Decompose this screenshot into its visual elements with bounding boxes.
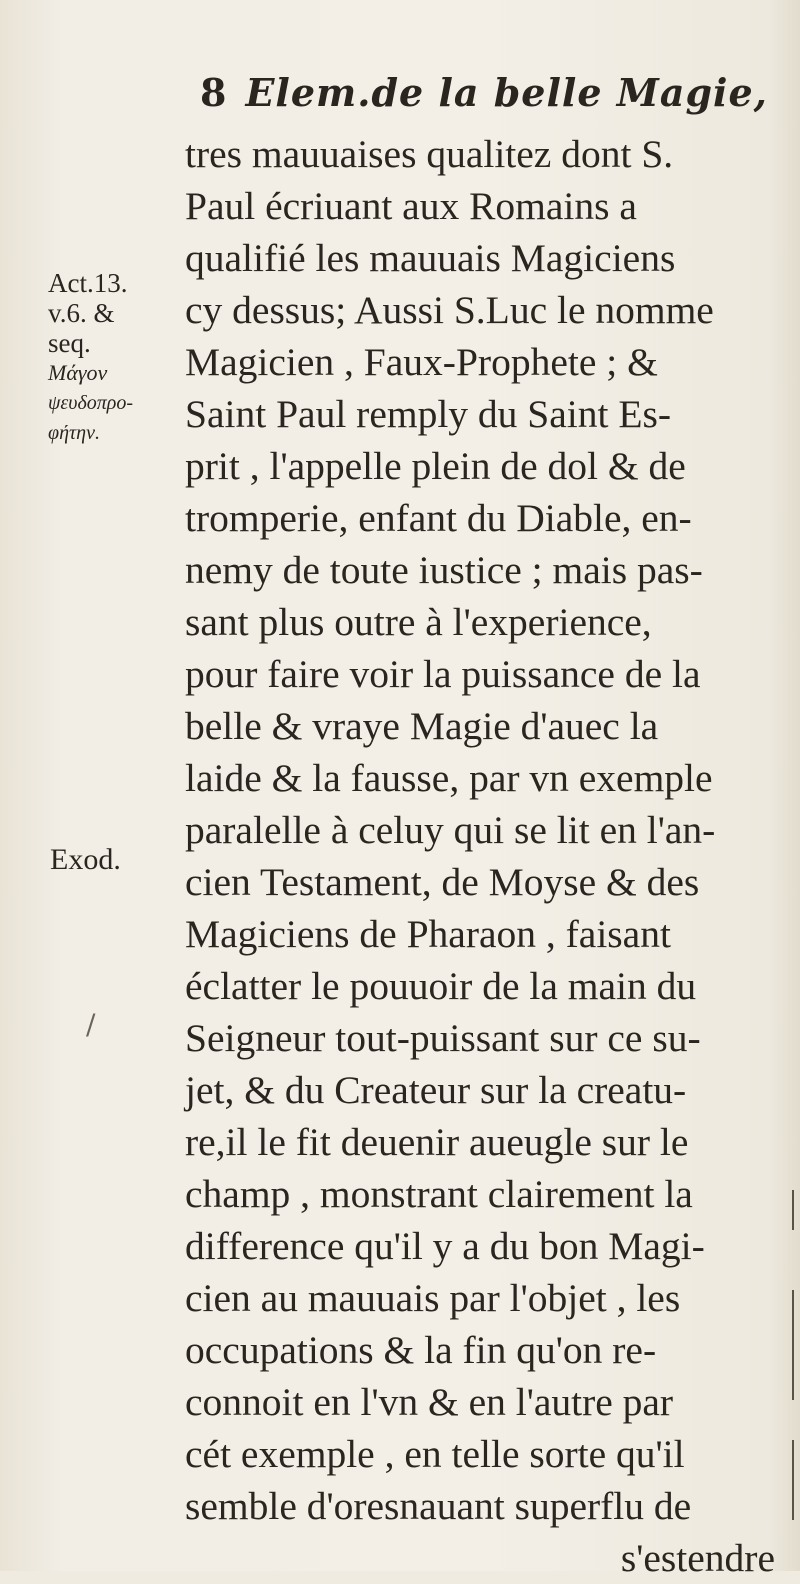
page-edge-shadow xyxy=(792,1290,794,1400)
page-edge-shadow xyxy=(792,1440,794,1520)
text-line: Magiciens de Pharaon , faisant xyxy=(185,912,671,956)
text-line: sant plus outre à l'experience, xyxy=(185,600,652,644)
text-line: prit , l'appelle plein de dol & de xyxy=(185,444,686,488)
body-text xyxy=(185,128,775,1584)
text-line: tromperie, enfant du Diable, en- xyxy=(185,496,692,540)
margin-note-acts-2: v.6. & xyxy=(48,298,115,328)
margin-notes xyxy=(48,268,178,448)
text-line: qualifié les mauuais Magiciens xyxy=(185,236,676,280)
text-line: tres mauuaises qualitez dont S. xyxy=(185,132,674,176)
text-line: champ , monstrant clairement la xyxy=(185,1172,693,1216)
text-line: éclatter le pouuoir de la main du xyxy=(185,964,697,1008)
text-line: difference qu'il y a du bon Magi- xyxy=(185,1224,705,1268)
margin-note-acts-1: Act.13. xyxy=(48,268,128,298)
text-line: cien au mauuais par l'objet , les xyxy=(185,1276,681,1320)
text-line: connoit en l'vn & en l'autre par xyxy=(185,1380,674,1424)
page-header xyxy=(200,70,780,115)
margin-note-greek-3: φήτην. xyxy=(48,422,100,444)
text-line: paralelle à celuy qui se lit en l'an- xyxy=(185,808,716,852)
margin-note-greek-1: Μάγον xyxy=(48,360,108,385)
margin-mark: / xyxy=(86,1008,96,1041)
text-line: cy dessus; Aussi S.Luc le nomme xyxy=(185,288,714,332)
margin-note-greek-2: ψευδοπρο- xyxy=(48,392,134,414)
margin-note-acts-3: seq. xyxy=(48,328,91,358)
running-title: Elem.de la belle Magie, xyxy=(245,70,768,115)
text-line: nemy de toute iustice ; mais pas- xyxy=(185,548,703,592)
text-line: Magicien , Faux-Prophete ; & xyxy=(185,340,658,384)
text-line: cét exemple , en telle sorte qu'il xyxy=(185,1432,685,1476)
text-line: jet, & du Createur sur la creatu- xyxy=(185,1068,687,1112)
text-line: cien Testament, de Moyse & des xyxy=(185,860,700,904)
text-line: semble d'oresnauant superflu de xyxy=(185,1484,692,1528)
text-line: occupations & la fin qu'on re- xyxy=(185,1328,657,1372)
text-line: Seigneur tout-puissant sur ce su- xyxy=(185,1016,701,1060)
text-line: re,il le fit deuenir aueugle sur le xyxy=(185,1120,689,1164)
page-number: 8 xyxy=(200,70,228,115)
text-line: Paul écriuant aux Romains a xyxy=(185,184,637,228)
page-edge-shadow xyxy=(792,1190,794,1230)
text-line: belle & vraye Magie d'auec la xyxy=(185,704,659,748)
text-line: laide & la fausse, par vn exemple xyxy=(185,756,713,800)
margin-note-exodus: Exod. xyxy=(50,843,121,876)
text-line: Saint Paul remply du Saint Es- xyxy=(185,392,672,436)
text-line: pour faire voir la puissance de la xyxy=(185,652,701,696)
catchword: s'estendre xyxy=(620,1536,775,1580)
